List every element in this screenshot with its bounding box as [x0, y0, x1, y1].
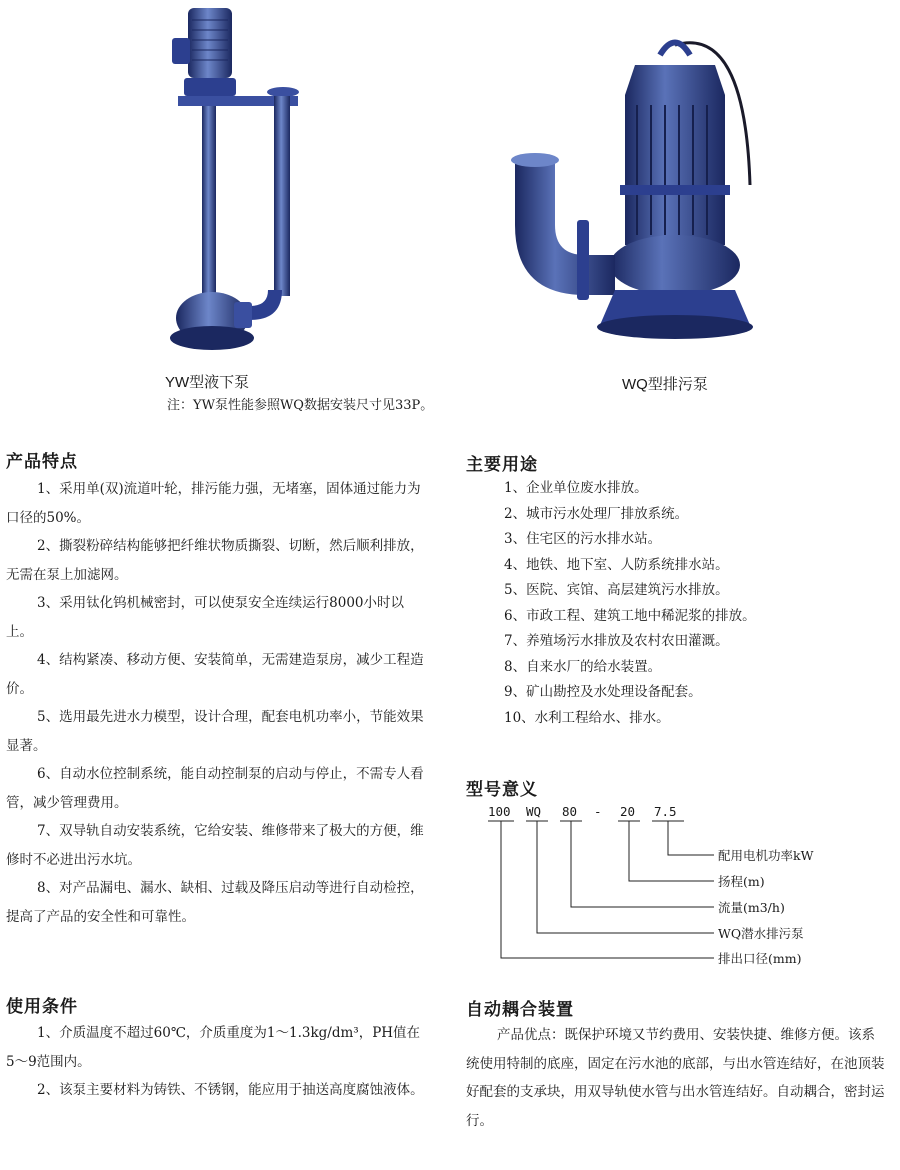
conditions-list	[6, 1019, 426, 1105]
model-part-dash: -	[594, 804, 602, 819]
feature-item: 6、自动水位控制系统，能自动控制泵的启动与停止，不需专人看管，减少管理费用。	[6, 766, 424, 811]
model-label-flow: 流量(m3/h)	[718, 900, 785, 915]
feature-item: 7、双导轨自动安装系统，它给安装、维修带来了极大的方便，维修时不必进出污水坑。	[6, 823, 424, 868]
use-item: 10、水利工程给水、排水。	[504, 709, 670, 726]
wq-pump-caption: WQ型排污泵	[622, 376, 708, 393]
coupling-text: 产品优点：既保护环境又节约费用、安装快捷、维修方便。该系统使用特制的底座，固定在污水池的底部，与出水管连结好，在池顶装好配套的支承块，用双导轨使水管与出水管连结好。自动耦合，密封运行。	[466, 1027, 885, 1129]
use-item: 2、城市污水处理厂排放系统。	[504, 505, 689, 522]
feature-item: 5、选用最先进水力模型，设计合理，配套电机功率小，节能效果显著。	[6, 709, 424, 754]
model-label-type: WQ潜水排污泵	[718, 926, 804, 941]
use-item: 5、医院、宾馆、高层建筑污水排放。	[504, 582, 729, 598]
uses-title: 主要用途	[466, 455, 538, 475]
feature-item: 3、采用钛化钨机械密封，可以使泵安全连续运行8000小时以上。	[6, 595, 404, 640]
feature-item: 4、结构紧凑、移动方便、安装简单，无需建造泵房，减少工程造价。	[6, 652, 424, 697]
features-list	[6, 475, 426, 931]
use-item: 8、自来水厂的给水装置。	[504, 658, 662, 675]
model-part-diameter: 100	[488, 804, 511, 819]
condition-item: 1、介质温度不超过60℃，介质重度为1～1.3kg/dm³，PH值在5～9范围内。	[6, 1025, 421, 1070]
conditions-title: 使用条件	[6, 997, 78, 1017]
use-item: 9、矿山勘控及水处理设备配套。	[504, 684, 702, 700]
model-label-head: 扬程(m)	[718, 874, 765, 889]
model-part-flow: 80	[562, 804, 578, 819]
uses-list	[466, 476, 886, 731]
model-label-diameter: 排出口径(mm)	[718, 951, 802, 966]
model-label-power: 配用电机功率kW	[718, 848, 814, 863]
use-item: 7、养殖场污水排放及农村农田灌溉。	[504, 633, 729, 649]
use-item: 3、住宅区的污水排水站。	[504, 531, 662, 547]
features-title: 产品特点	[6, 452, 78, 472]
coupling-text-block	[466, 1021, 886, 1135]
model-title: 型号意义	[466, 780, 538, 800]
yw-note: 注：YW泵性能参照WQ数据安装尺寸见33P。	[167, 398, 434, 413]
model-part-head: 20	[620, 804, 636, 819]
wq-pump-image	[495, 25, 765, 345]
condition-item: 2、该泵主要材料为铸铁、不锈钢，能应用于抽送高度腐蚀液体。	[37, 1082, 424, 1098]
model-part-power: 7.5	[654, 804, 677, 819]
feature-item: 1、采用单(双)流道叶轮，排污能力强，无堵塞，固体通过能力为口径的50%。	[6, 481, 421, 526]
model-diagram	[486, 802, 886, 972]
yw-pump-caption: YW型液下泵	[165, 374, 250, 391]
feature-item: 2、撕裂粉碎结构能够把纤维状物质撕裂、切断，然后顺利排放，无需在泵上加滤网。	[6, 538, 424, 583]
model-part-type: WQ	[526, 804, 542, 819]
feature-item: 8、对产品漏电、漏水、缺相、过载及降压启动等进行自动检控，提高了产品的安全性和可靠性。	[6, 880, 424, 925]
yw-pump-image	[150, 0, 310, 360]
use-item: 6、市政工程、建筑工地中稀泥浆的排放。	[504, 607, 756, 624]
use-item: 4、地铁、地下室、人防系统排水站。	[504, 556, 729, 573]
coupling-title: 自动耦合装置	[466, 1000, 574, 1020]
use-item: 1、企业单位废水排放。	[504, 480, 648, 496]
